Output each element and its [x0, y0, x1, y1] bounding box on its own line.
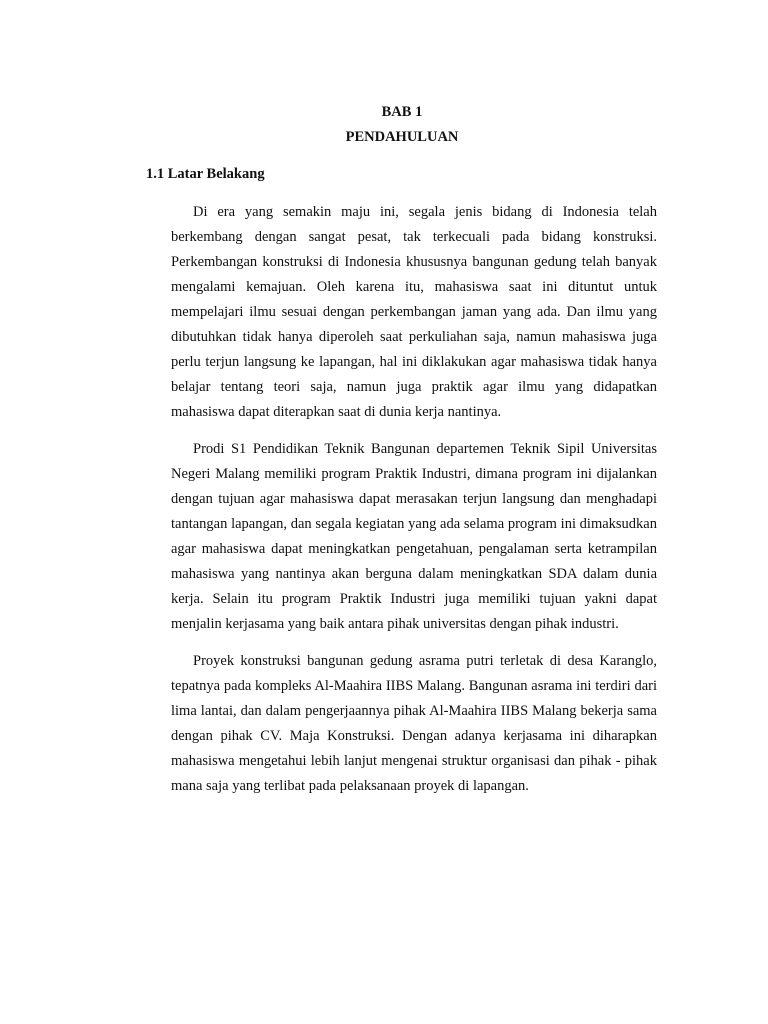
paragraph: Proyek konstruksi bangunan gedung asrama putri terletak di desa Karanglo, tepatnya pada kompleks Al-Maahira IIBS Malang. Bangunan asrama ini terdiri dari lima lantai, dan dalam pengerjaannya pihak Al-Maahira IIBS Malang bekerja sama dengan pihak CV. Maja Konstruksi. Dengan adanya kerjasama ini diharapkan mahasiswa mengetahui lebih lanjut mengenai struktur organisasi dan pihak - pihak mana saja yang terlibat pada pelaksanaan proyek di lapangan.: [171, 653, 657, 794]
chapter-number: BAB 1: [381, 104, 423, 120]
paragraph: Prodi S1 Pendidikan Teknik Bangunan departemen Teknik Sipil Universitas Negeri Malang memiliki program Praktik Industri, dimana program ini dijalankan dengan tujuan agar mahasiswa dapat merasakan terjun langsung dan menghadapi tantangan lapangan, dan segala kegiatan yang ada selama program ini dimaksudkan agar mahasiswa dapat meningkatkan pengetahuan, pengalaman serta ketrampilan mahasiswa yang nantinya akan berguna dalam meningkatkan SDA dalam dunia kerja. Selain itu program Praktik Industri juga memiliki tujuan yakni dapat menjalin kerjasama yang baik antara pihak universitas dengan pihak industri.: [171, 441, 657, 632]
section-heading: 1.1 Latar Belakang: [146, 166, 265, 182]
body-text: [171, 200, 657, 799]
chapter-title: PENDAHULUAN: [345, 129, 459, 145]
paragraph: Di era yang semakin maju ini, segala jenis bidang di Indonesia telah berkembang dengan sangat pesat, tak terkecuali pada bidang konstruksi. Perkembangan konstruksi di Indonesia khususnya bangunan gedung telah banyak mengalami kemajuan. Oleh karena itu, mahasiswa saat ini dituntut untuk mempelajari ilmu sesuai dengan perkembangan jaman yang ada. Dan ilmu yang dibutuhkan tidak hanya diperoleh saat perkuliahan saja, namun mahasiswa juga perlu terjun langsung ke lapangan, hal ini diklakukan agar mahasiswa tidak hanya belajar tentang teori saja, namun juga praktik agar ilmu yang didapatkan mahasiswa dapat diterapkan saat di dunia kerja nantinya.: [171, 204, 657, 420]
